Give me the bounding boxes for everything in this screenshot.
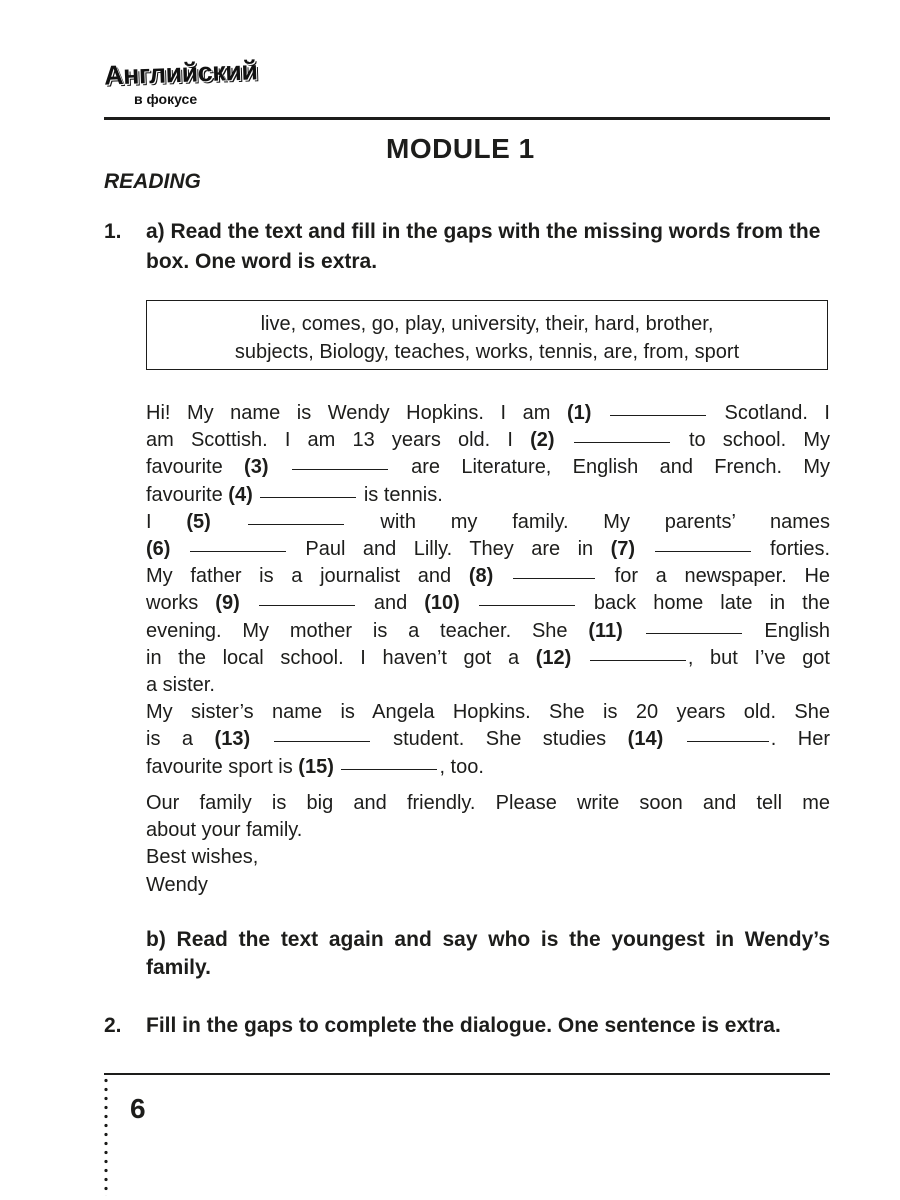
text-segment: English (764, 619, 831, 642)
text-segment: Hi! My name is Wendy Hopkins. I am (146, 402, 551, 424)
footer-rule (104, 1073, 830, 1075)
text-segment: works (146, 592, 199, 615)
text-segment: is tennis. (363, 483, 443, 506)
answer-gap[interactable] (687, 740, 769, 742)
answer-gap[interactable] (259, 604, 355, 606)
letter-closing (146, 790, 830, 899)
reading-text (146, 400, 830, 781)
task-number: 1. (104, 220, 122, 243)
text-segment: Paul and Lilly. They are in (305, 538, 594, 561)
text-segment: evening. My mother is a teacher. She (146, 619, 568, 642)
gap-number: (12) (535, 646, 572, 669)
section-title: READING (104, 170, 201, 193)
closing-line: about your family. (146, 819, 303, 842)
instruction-text: a) Read the text and fill in the gaps with the missing words from the box. One word is extra. (146, 220, 821, 273)
answer-gap[interactable] (274, 740, 370, 742)
answer-gap[interactable] (574, 441, 670, 443)
text-segment: and (373, 592, 408, 615)
signature: Wendy (146, 873, 208, 896)
text-segment: I (146, 510, 152, 533)
text-segment: My sister’s name is Angela Hopkins. She is 20 years old. She (146, 701, 830, 724)
text-segment: in the local school. I haven’t got a (146, 646, 520, 669)
gap-number: (3) (244, 456, 269, 479)
gap-number: (7) (610, 538, 636, 561)
answer-gap[interactable] (260, 496, 356, 498)
answer-gap[interactable] (610, 414, 706, 416)
text-segment: for a newspaper. He (614, 565, 831, 588)
gap-number: (4) (228, 483, 253, 506)
instruction-text: Fill in the gaps to complete the dialogue. One sentence is extra. (146, 1014, 781, 1037)
task-1b-instruction: b) Read the text again and say who is the youngest in Wendy’s family. (146, 928, 830, 979)
text-segment: back home late in the (593, 592, 830, 615)
logo-title: Английский (103, 55, 258, 91)
word-box-line: live, comes, go, play, university, their, hard, brother, (260, 313, 714, 335)
module-title: MODULE 1 (386, 133, 535, 164)
text-segment: , but I’ve got (687, 646, 830, 669)
book-logo (103, 55, 258, 112)
answer-gap[interactable] (655, 550, 751, 552)
task-number: 2. (104, 1014, 122, 1037)
gap-number: (5) (186, 510, 211, 533)
text-segment: Scotland. I (724, 402, 830, 424)
gap-number: (9) (215, 592, 240, 615)
text-segment: forties. (770, 538, 831, 561)
text-segment: a sister. (146, 674, 215, 697)
answer-gap[interactable] (292, 468, 388, 470)
header-rule (104, 117, 830, 120)
answer-gap[interactable] (479, 604, 575, 606)
text-segment: My father is a journalist and (146, 565, 452, 588)
gap-number: (13) (214, 728, 251, 751)
closing-line: Best wishes, (146, 846, 259, 869)
text-segment: favourite (146, 456, 223, 479)
text-segment: to school. My (688, 429, 830, 452)
gap-number: (6) (146, 538, 171, 561)
page-number: 6 (130, 1093, 146, 1124)
answer-gap[interactable] (341, 768, 437, 770)
dotted-margin (104, 1076, 108, 1196)
text-segment: favourite (146, 483, 223, 506)
answer-gap[interactable] (646, 632, 742, 634)
closing-line: Our family is big and friendly. Please write soon and tell me (146, 792, 830, 814)
gap-number: (11) (588, 619, 623, 642)
text-segment: are Literature, English and French. My (411, 456, 831, 479)
answer-gap[interactable] (190, 550, 286, 552)
text-segment: is a (146, 728, 194, 751)
word-box-line: subjects, Biology, teaches, works, tennis, are, from, sport (234, 341, 740, 363)
gap-number: (10) (424, 592, 460, 615)
text-segment: . Her (770, 728, 830, 751)
gap-number: (2) (530, 429, 555, 452)
gap-number: (14) (627, 728, 664, 751)
text-segment: favourite sport is (146, 755, 293, 778)
gap-number: (8) (468, 565, 494, 588)
text-segment: with my family. My parents’ names (380, 510, 830, 533)
logo-subtitle: в фокусе (134, 91, 198, 107)
answer-gap[interactable] (248, 523, 344, 525)
text-segment: , too. (439, 755, 484, 778)
word-box (146, 300, 828, 370)
gap-number: (1) (566, 402, 592, 424)
text-segment: student. She studies (393, 728, 607, 751)
gap-number: (15) (298, 755, 334, 778)
answer-gap[interactable] (590, 659, 686, 661)
answer-gap[interactable] (513, 577, 595, 579)
text-segment: am Scottish. I am 13 years old. I (146, 429, 513, 452)
